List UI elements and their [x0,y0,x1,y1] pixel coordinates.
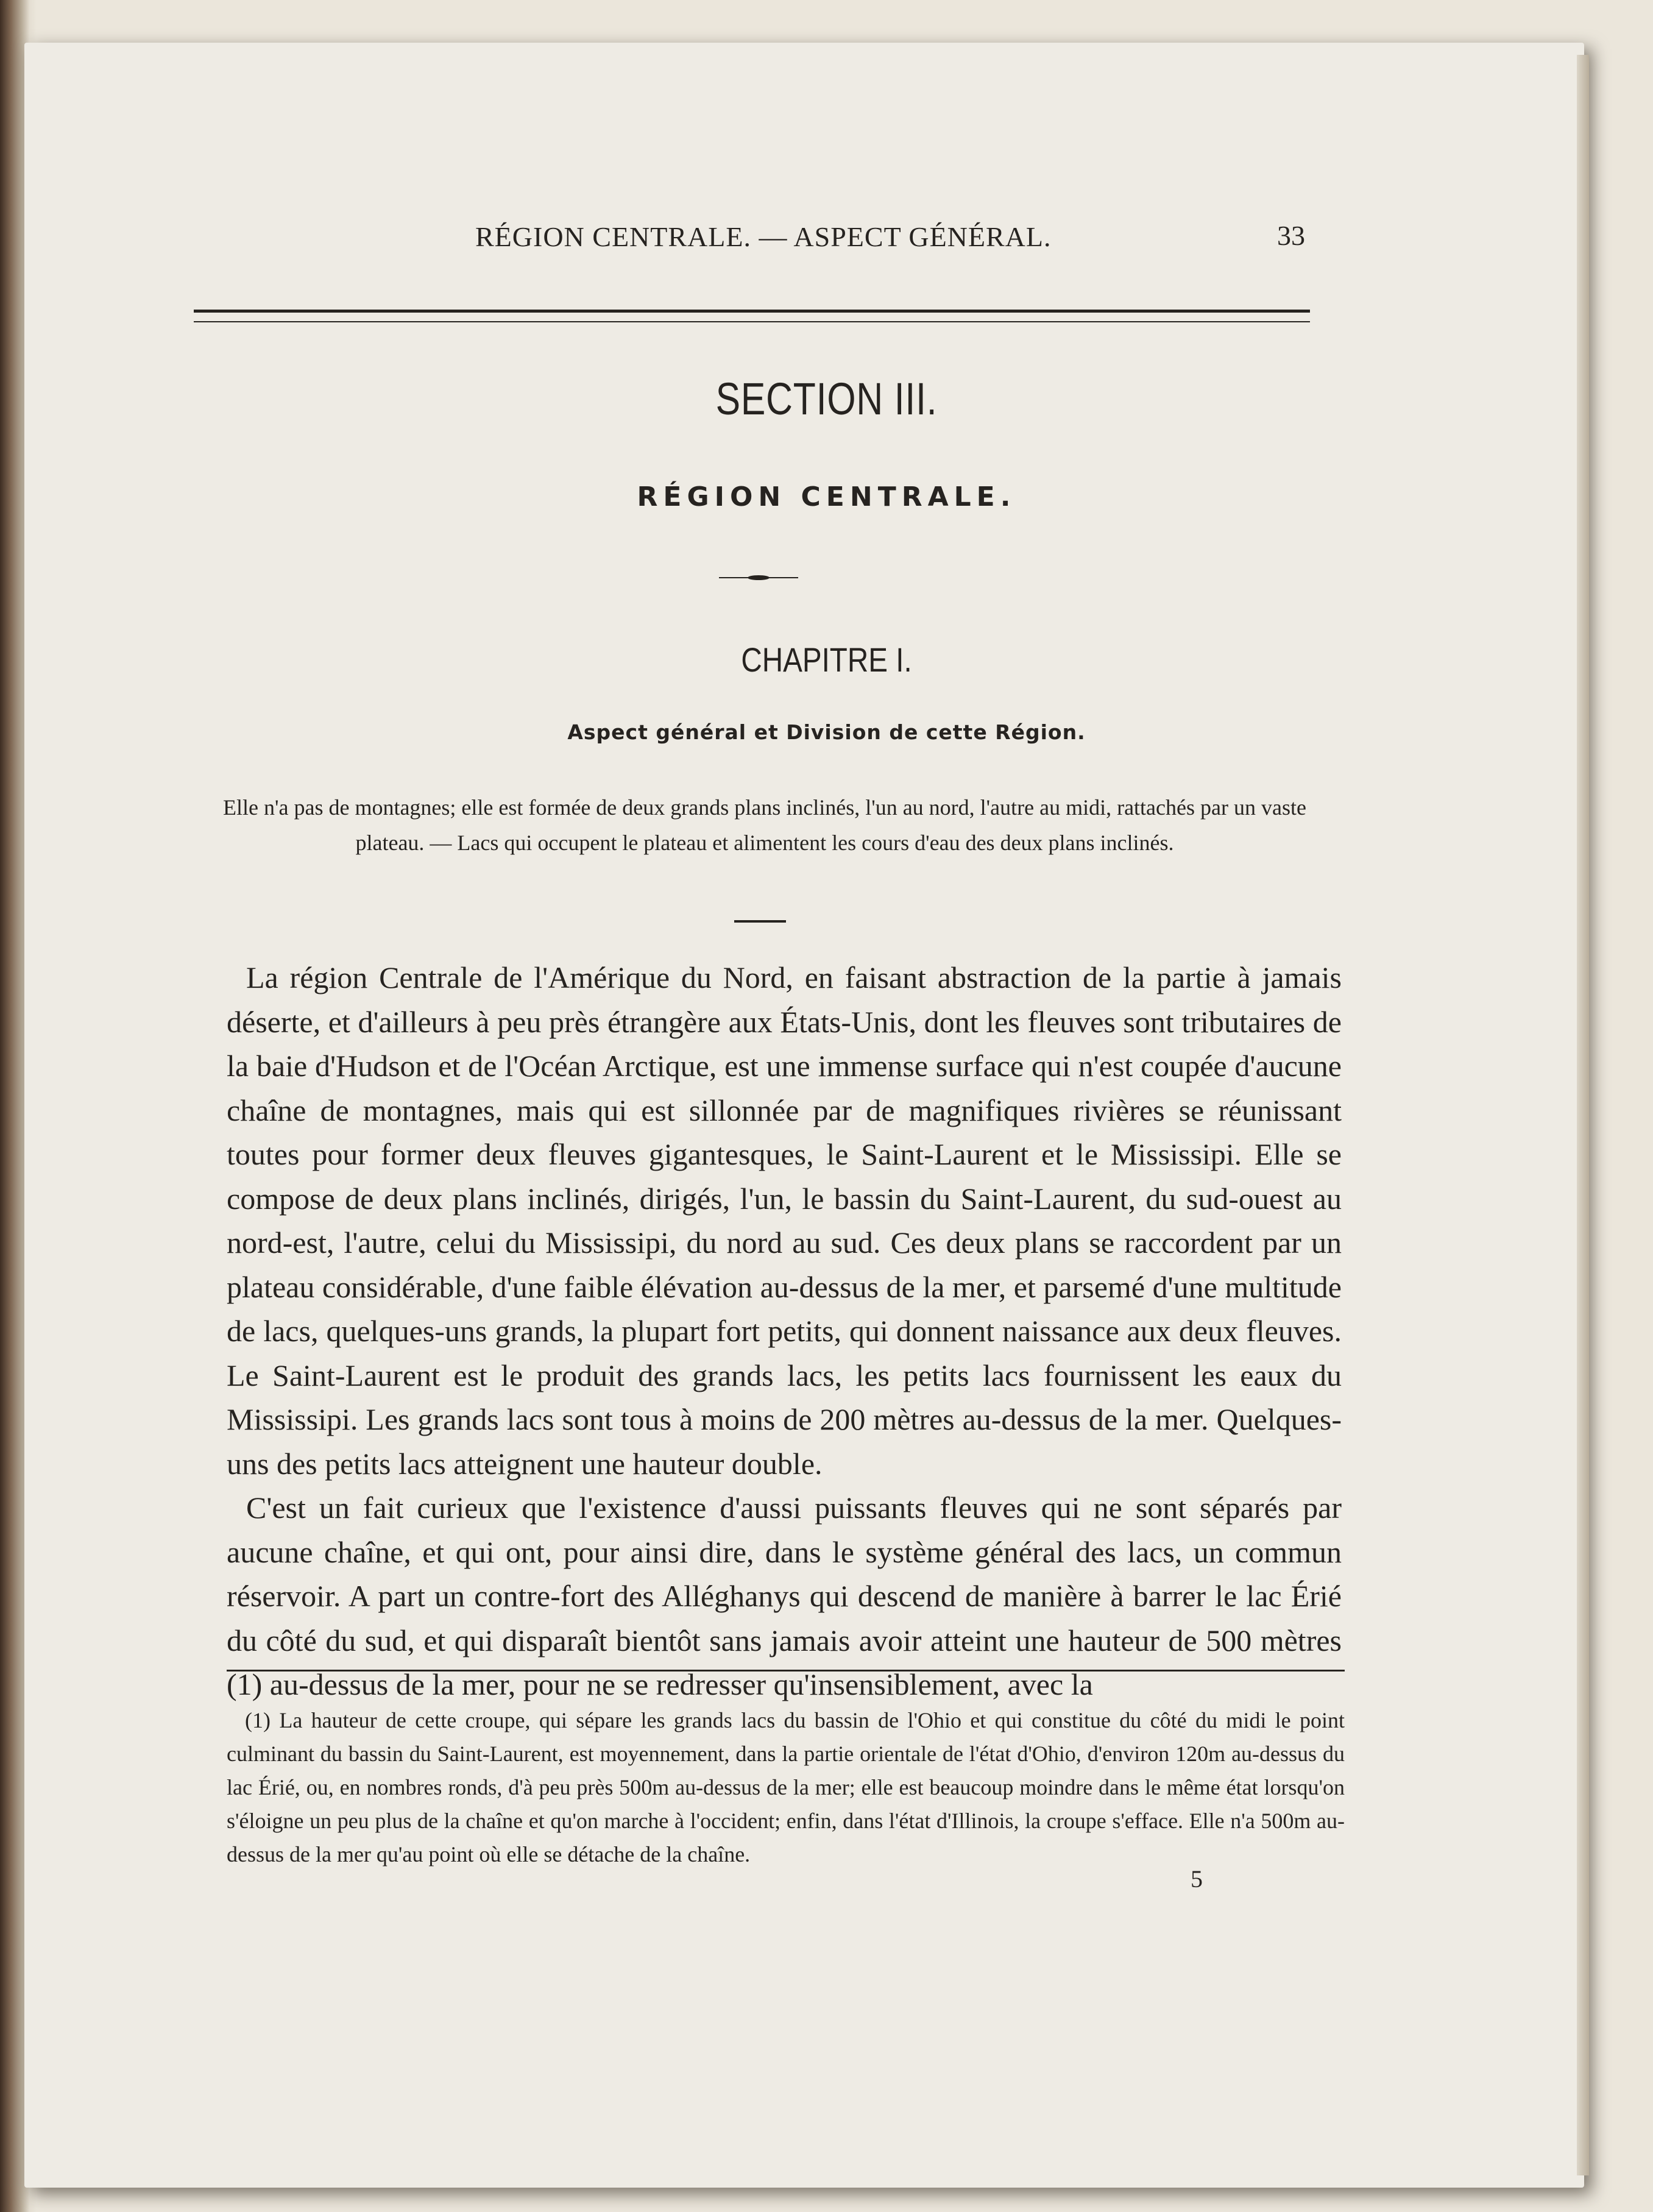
page-edge [1577,55,1589,2175]
signature-mark: 5 [1191,1865,1203,1893]
footnote-rule [227,1670,1345,1671]
footnote-text: (1) La hauteur de cette croupe, qui sépare les grands lacs du bassin de l'Ohio et qui constitue du côté du midi le point culminant du bassin du Saint-Laurent, est moyennement, dans la partie orientale de l'état d'Ohio, d'environ 120m au-dessus du lac Érié, ou, en nombres ronds, d'à peu près 500m au-dessus de la mer; elle est beaucoup moindre dans le même état lorsqu'on s'éloigne un peu plus de la chaîne et qu'on marche à l'occident; enfin, dans l'état d'Illinois, la croupe s'efface. Elle n'a 500m au-dessus de la mer qu'au point où elle se détache de la chaîne. [227,1708,1345,1866]
chapter-subtitle: Aspect général et Division de cette Région. [567,720,1086,744]
running-header: RÉGION CENTRALE. — ASPECT GÉNÉRAL. [475,221,1052,252]
region-title: RÉGION CENTRALE. [637,481,1016,512]
header-double-rule [194,310,1310,322]
body-text [227,955,1342,1707]
paragraph-1: La région Centrale de l'Amérique du Nord, en faisant abstraction de la partie à jamais déserte, et d'ailleurs à peu près étrangère aux États-Unis, dont les fleuves sont tributaires de la baie d'Hudson et de l'Océan Arctique, est une immense surface qui n'est coupée d'aucune chaîne de montagnes, mais qui est sillonnée par de magnifiques rivières se réunissant toutes pour former deux fleuves gigantesques, le Saint-Laurent et le Mississipi. Elle se compose de deux plans inclinés, dirigés, l'un, le bassin du Saint-Laurent, du sud-ouest au nord-est, l'autre, celui du Mississipi, du nord au sud. Ces deux plans se raccordent par un plateau considérable, d'une faible élévation au-dessus de la mer, et parsemé d'une multitude de lacs, quelques-uns grands, la plupart fort petits, qui donnent naissance aux deux fleuves. Le Saint-Laurent est le produit des grands lacs, les petits lacs fournissent les eaux du Mississipi. Les grands lacs sont tous à moins de 200 mètres au-dessus de la mer. Quelques-uns des petits lacs atteignent une hauteur double. [227,960,1342,1481]
section-title: SECTION III. [715,374,938,424]
chapter-title: CHAPITRE I. [741,640,912,679]
chapter-summary: Elle n'a pas de montagnes; elle est formée de deux grands plans inclinés, l'un au nord, l'autre au midi, rattachés par un vaste plateau. — Lacs qui occupent le plateau et alimentent les cours d'eau des deux plans inclinés. [223,795,1306,855]
summary-rule [734,920,786,923]
page-number: 33 [1277,220,1305,251]
ornament-divider [719,574,798,581]
paragraph-2: C'est un fait curieux que l'existence d'aussi puissants fleuves qui ne sont séparés par aucune chaîne, et qui ont, pour ainsi dire, dans le système général des lacs, un commun réservoir. A part un contre-fort des Alléghanys qui descend de manière à barrer le lac Érié du côté du sud, et qui disparaît bientôt sans jamais avoir atteint une hauteur de 500 mètres (1) au-dessus de la mer, pour ne se redresser qu'insensiblement, avec la [227,1491,1342,1701]
footnote [227,1704,1345,1871]
